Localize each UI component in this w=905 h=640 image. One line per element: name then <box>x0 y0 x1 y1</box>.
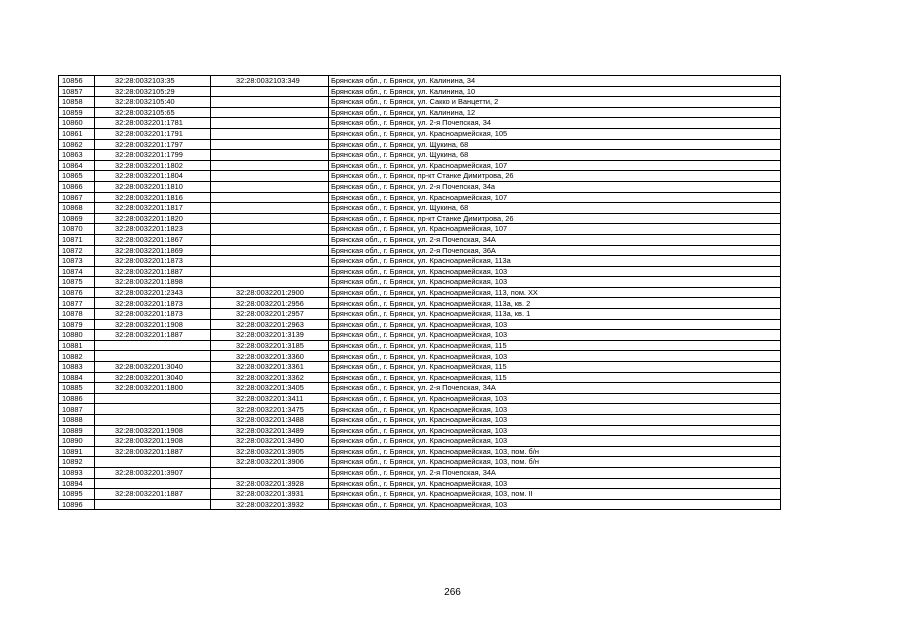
row-number-cell: 10884 <box>59 372 95 383</box>
object-number-cell <box>211 277 329 288</box>
table-row <box>59 340 781 351</box>
row-number-cell: 10891 <box>59 446 95 457</box>
table-row <box>59 309 781 320</box>
parcel-number-cell <box>95 351 211 362</box>
address-cell: Брянская обл., г. Брянск, ул. Щукина, 68 <box>329 139 781 150</box>
table-row <box>59 76 781 87</box>
parcel-number-cell: 32:28:0032105:65 <box>95 107 211 118</box>
table-row <box>59 287 781 298</box>
table-row <box>59 457 781 468</box>
address-cell: Брянская обл., г. Брянск, ул. Красноармейская, 103 <box>329 351 781 362</box>
row-number-cell: 10886 <box>59 393 95 404</box>
parcel-number-cell: 32:28:0032201:1791 <box>95 128 211 139</box>
address-cell: Брянская обл., г. Брянск, ул. Калинина, 10 <box>329 86 781 97</box>
object-number-cell: 32:28:0032201:3932 <box>211 499 329 510</box>
row-number-cell: 10873 <box>59 256 95 267</box>
table-row <box>59 351 781 362</box>
object-number-cell: 32:28:0032201:3475 <box>211 404 329 415</box>
object-number-cell: 32:28:0032103:349 <box>211 76 329 87</box>
table-row <box>59 118 781 129</box>
row-number-cell: 10871 <box>59 234 95 245</box>
row-number-cell: 10862 <box>59 139 95 150</box>
object-number-cell: 32:28:0032201:3185 <box>211 340 329 351</box>
page-number: 266 <box>444 587 461 598</box>
table-row <box>59 436 781 447</box>
object-number-cell: 32:28:0032201:3488 <box>211 415 329 426</box>
address-cell: Брянская обл., г. Брянск, ул. 2-я Почепская, 34 <box>329 118 781 129</box>
row-number-cell: 10887 <box>59 404 95 415</box>
object-number-cell: 32:28:0032201:3405 <box>211 383 329 394</box>
address-cell: Брянская обл., г. Брянск, ул. Красноармейская, 103, пом. б/н <box>329 446 781 457</box>
table-row <box>59 181 781 192</box>
table-row <box>59 192 781 203</box>
object-number-cell <box>211 234 329 245</box>
object-number-cell: 32:28:0032201:3928 <box>211 478 329 489</box>
table-row <box>59 213 781 224</box>
parcel-number-cell: 32:28:0032201:1869 <box>95 245 211 256</box>
row-number-cell: 10868 <box>59 203 95 214</box>
parcel-number-cell: 32:28:0032201:3040 <box>95 362 211 373</box>
parcel-number-cell: 32:28:0032201:1817 <box>95 203 211 214</box>
object-number-cell <box>211 245 329 256</box>
row-number-cell: 10882 <box>59 351 95 362</box>
parcel-number-cell: 32:28:0032201:1873 <box>95 309 211 320</box>
parcel-number-cell <box>95 393 211 404</box>
object-number-cell: 32:28:0032201:3362 <box>211 372 329 383</box>
address-cell: Брянская обл., г. Брянск, ул. Красноармейская, 107 <box>329 192 781 203</box>
table-row <box>59 319 781 330</box>
row-number-cell: 10883 <box>59 362 95 373</box>
parcel-number-cell: 32:28:0032201:3040 <box>95 372 211 383</box>
object-number-cell: 32:28:0032201:2963 <box>211 319 329 330</box>
row-number-cell: 10861 <box>59 128 95 139</box>
object-number-cell: 32:28:0032201:3490 <box>211 436 329 447</box>
address-cell: Брянская обл., г. Брянск, ул. Красноармейская, 103 <box>329 277 781 288</box>
object-number-cell: 32:28:0032201:3139 <box>211 330 329 341</box>
parcel-number-cell: 32:28:0032201:2343 <box>95 287 211 298</box>
parcel-number-cell: 32:28:0032105:40 <box>95 97 211 108</box>
row-number-cell: 10865 <box>59 171 95 182</box>
parcel-number-cell: 32:28:0032201:1799 <box>95 150 211 161</box>
parcel-number-cell: 32:28:0032201:1802 <box>95 160 211 171</box>
row-number-cell: 10878 <box>59 309 95 320</box>
row-number-cell: 10888 <box>59 415 95 426</box>
table-row <box>59 107 781 118</box>
parcel-number-cell: 32:28:0032201:1797 <box>95 139 211 150</box>
parcel-number-cell: 32:28:0032201:1887 <box>95 489 211 500</box>
parcel-number-cell: 32:28:0032201:1873 <box>95 256 211 267</box>
object-number-cell: 32:28:0032201:3411 <box>211 393 329 404</box>
table-row <box>59 266 781 277</box>
address-cell: Брянская обл., г. Брянск, ул. Щукина, 68 <box>329 203 781 214</box>
parcel-number-cell: 32:28:0032201:1908 <box>95 425 211 436</box>
row-number-cell: 10874 <box>59 266 95 277</box>
address-cell: Брянская обл., г. Брянск, ул. 2-я Почепская, 34А <box>329 234 781 245</box>
object-number-cell: 32:28:0032201:3906 <box>211 457 329 468</box>
object-number-cell: 32:28:0032201:3905 <box>211 446 329 457</box>
address-cell: Брянская обл., г. Брянск, ул. Красноармейская, 103 <box>329 436 781 447</box>
row-number-cell: 10863 <box>59 150 95 161</box>
row-number-cell: 10879 <box>59 319 95 330</box>
address-cell: Брянская обл., г. Брянск, ул. Щукина, 68 <box>329 150 781 161</box>
row-number-cell: 10856 <box>59 76 95 87</box>
address-cell: Брянская обл., г. Брянск, ул. Красноармейская, 103 <box>329 266 781 277</box>
row-number-cell: 10870 <box>59 224 95 235</box>
object-number-cell <box>211 192 329 203</box>
table-row <box>59 446 781 457</box>
table-row <box>59 383 781 394</box>
object-number-cell: 32:28:0032201:3931 <box>211 489 329 500</box>
address-cell: Брянская обл., г. Брянск, ул. Красноармейская, 103 <box>329 499 781 510</box>
address-cell: Брянская обл., г. Брянск, ул. Красноармейская, 107 <box>329 224 781 235</box>
row-number-cell: 10896 <box>59 499 95 510</box>
address-cell: Брянская обл., г. Брянск, ул. Красноармейская, 103 <box>329 393 781 404</box>
table-row <box>59 330 781 341</box>
row-number-cell: 10857 <box>59 86 95 97</box>
address-cell: Брянская обл., г. Брянск, ул. Сакко и Ванцетти, 2 <box>329 97 781 108</box>
object-number-cell <box>211 118 329 129</box>
table-row <box>59 150 781 161</box>
row-number-cell: 10860 <box>59 118 95 129</box>
object-number-cell <box>211 266 329 277</box>
parcel-number-cell <box>95 415 211 426</box>
object-number-cell <box>211 224 329 235</box>
address-cell: Брянская обл., г. Брянск, ул. Красноармейская, 113а, кв. 1 <box>329 309 781 320</box>
object-number-cell: 32:28:0032201:3489 <box>211 425 329 436</box>
parcel-number-cell: 32:28:0032103:35 <box>95 76 211 87</box>
table-row <box>59 425 781 436</box>
table-row <box>59 203 781 214</box>
table-row <box>59 256 781 267</box>
parcel-number-cell: 32:28:0032201:1898 <box>95 277 211 288</box>
address-cell: Брянская обл., г. Брянск, ул. 2-я Почепская, 34а <box>329 181 781 192</box>
parcel-number-cell <box>95 404 211 415</box>
parcel-number-cell: 32:28:0032201:1908 <box>95 436 211 447</box>
address-cell: Брянская обл., г. Брянск, ул. Красноармейская, 103, пом. б/н <box>329 457 781 468</box>
address-cell: Брянская обл., г. Брянск, ул. 2-я Почепская, 34А <box>329 467 781 478</box>
table-row <box>59 234 781 245</box>
row-number-cell: 10876 <box>59 287 95 298</box>
row-number-cell: 10893 <box>59 467 95 478</box>
row-number-cell: 10869 <box>59 213 95 224</box>
parcel-number-cell: 32:28:0032201:1810 <box>95 181 211 192</box>
parcel-number-cell <box>95 478 211 489</box>
row-number-cell: 10867 <box>59 192 95 203</box>
address-cell: Брянская обл., г. Брянск, ул. Красноармейская, 113, пом. XX <box>329 287 781 298</box>
address-cell: Брянская обл., г. Брянск, пр-кт Станке Димитрова, 26 <box>329 213 781 224</box>
table-row <box>59 171 781 182</box>
row-number-cell: 10889 <box>59 425 95 436</box>
row-number-cell: 10877 <box>59 298 95 309</box>
table-row <box>59 372 781 383</box>
parcel-number-cell <box>95 499 211 510</box>
object-number-cell: 32:28:0032201:3360 <box>211 351 329 362</box>
address-cell: Брянская обл., г. Брянск, ул. 2-я Почепская, 36А <box>329 245 781 256</box>
object-number-cell: 32:28:0032201:2957 <box>211 309 329 320</box>
parcel-number-cell: 32:28:0032201:1816 <box>95 192 211 203</box>
cadastral-table <box>58 75 781 510</box>
address-cell: Брянская обл., г. Брянск, ул. Красноармейская, 113а <box>329 256 781 267</box>
row-number-cell: 10872 <box>59 245 95 256</box>
object-number-cell <box>211 139 329 150</box>
row-number-cell: 10864 <box>59 160 95 171</box>
parcel-number-cell: 32:28:0032201:1887 <box>95 446 211 457</box>
table-row <box>59 393 781 404</box>
object-number-cell <box>211 203 329 214</box>
parcel-number-cell: 32:28:0032201:1887 <box>95 266 211 277</box>
table-row <box>59 128 781 139</box>
table-row <box>59 86 781 97</box>
table-row <box>59 489 781 500</box>
table-row <box>59 467 781 478</box>
parcel-number-cell <box>95 457 211 468</box>
address-cell: Брянская обл., г. Брянск, ул. Красноармейская, 115 <box>329 372 781 383</box>
address-cell: Брянская обл., г. Брянск, ул. Красноармейская, 115 <box>329 362 781 373</box>
object-number-cell: 32:28:0032201:2900 <box>211 287 329 298</box>
object-number-cell <box>211 150 329 161</box>
object-number-cell <box>211 128 329 139</box>
table-body <box>59 76 781 510</box>
row-number-cell: 10885 <box>59 383 95 394</box>
address-cell: Брянская обл., г. Брянск, ул. Красноармейская, 115 <box>329 340 781 351</box>
table-row <box>59 478 781 489</box>
row-number-cell: 10890 <box>59 436 95 447</box>
table-row <box>59 499 781 510</box>
row-number-cell: 10881 <box>59 340 95 351</box>
object-number-cell: 32:28:0032201:2956 <box>211 298 329 309</box>
parcel-number-cell: 32:28:0032201:1820 <box>95 213 211 224</box>
address-cell: Брянская обл., г. Брянск, ул. Красноармейская, 103 <box>329 425 781 436</box>
object-number-cell <box>211 107 329 118</box>
object-number-cell <box>211 467 329 478</box>
address-cell: Брянская обл., г. Брянск, ул. Красноармейская, 103 <box>329 415 781 426</box>
table-row <box>59 298 781 309</box>
parcel-number-cell: 32:28:0032201:1781 <box>95 118 211 129</box>
row-number-cell: 10892 <box>59 457 95 468</box>
parcel-number-cell: 32:28:0032201:1804 <box>95 171 211 182</box>
table-row <box>59 160 781 171</box>
parcel-number-cell: 32:28:0032201:1908 <box>95 319 211 330</box>
address-cell: Брянская обл., г. Брянск, ул. 2-я Почепская, 34А <box>329 383 781 394</box>
address-cell: Брянская обл., г. Брянск, ул. Калинина, 34 <box>329 76 781 87</box>
table-row <box>59 139 781 150</box>
row-number-cell: 10880 <box>59 330 95 341</box>
address-cell: Брянская обл., г. Брянск, ул. Красноармейская, 105 <box>329 128 781 139</box>
row-number-cell: 10894 <box>59 478 95 489</box>
address-cell: Брянская обл., г. Брянск, ул. Красноармейская, 103 <box>329 404 781 415</box>
table-row <box>59 224 781 235</box>
object-number-cell <box>211 97 329 108</box>
row-number-cell: 10858 <box>59 97 95 108</box>
parcel-number-cell: 32:28:0032201:1800 <box>95 383 211 394</box>
address-cell: Брянская обл., г. Брянск, ул. Красноармейская, 103 <box>329 478 781 489</box>
parcel-number-cell: 32:28:0032201:1873 <box>95 298 211 309</box>
parcel-number-cell: 32:28:0032201:1823 <box>95 224 211 235</box>
table-row <box>59 404 781 415</box>
table-row <box>59 362 781 373</box>
parcel-number-cell: 32:28:0032201:3907 <box>95 467 211 478</box>
object-number-cell <box>211 86 329 97</box>
address-cell: Брянская обл., г. Брянск, ул. Калинина, 12 <box>329 107 781 118</box>
parcel-number-cell: 32:28:0032201:1867 <box>95 234 211 245</box>
table-row <box>59 277 781 288</box>
address-cell: Брянская обл., г. Брянск, ул. Красноармейская, 103 <box>329 319 781 330</box>
address-cell: Брянская обл., г. Брянск, ул. Красноармейская, 103 <box>329 330 781 341</box>
table-row <box>59 245 781 256</box>
parcel-number-cell <box>95 340 211 351</box>
parcel-number-cell: 32:28:0032105:29 <box>95 86 211 97</box>
row-number-cell: 10859 <box>59 107 95 118</box>
row-number-cell: 10875 <box>59 277 95 288</box>
row-number-cell: 10866 <box>59 181 95 192</box>
object-number-cell: 32:28:0032201:3361 <box>211 362 329 373</box>
object-number-cell <box>211 256 329 267</box>
object-number-cell <box>211 171 329 182</box>
row-number-cell: 10895 <box>59 489 95 500</box>
object-number-cell <box>211 181 329 192</box>
address-cell: Брянская обл., г. Брянск, ул. Красноармейская, 107 <box>329 160 781 171</box>
address-cell: Брянская обл., г. Брянск, ул. Красноармейская, 103, пом. II <box>329 489 781 500</box>
object-number-cell <box>211 213 329 224</box>
address-cell: Брянская обл., г. Брянск, ул. Красноармейская, 113а, кв. 2 <box>329 298 781 309</box>
address-cell: Брянская обл., г. Брянск, пр-кт Станке Димитрова, 26 <box>329 171 781 182</box>
table-row <box>59 97 781 108</box>
table-row <box>59 415 781 426</box>
parcel-number-cell: 32:28:0032201:1887 <box>95 330 211 341</box>
object-number-cell <box>211 160 329 171</box>
